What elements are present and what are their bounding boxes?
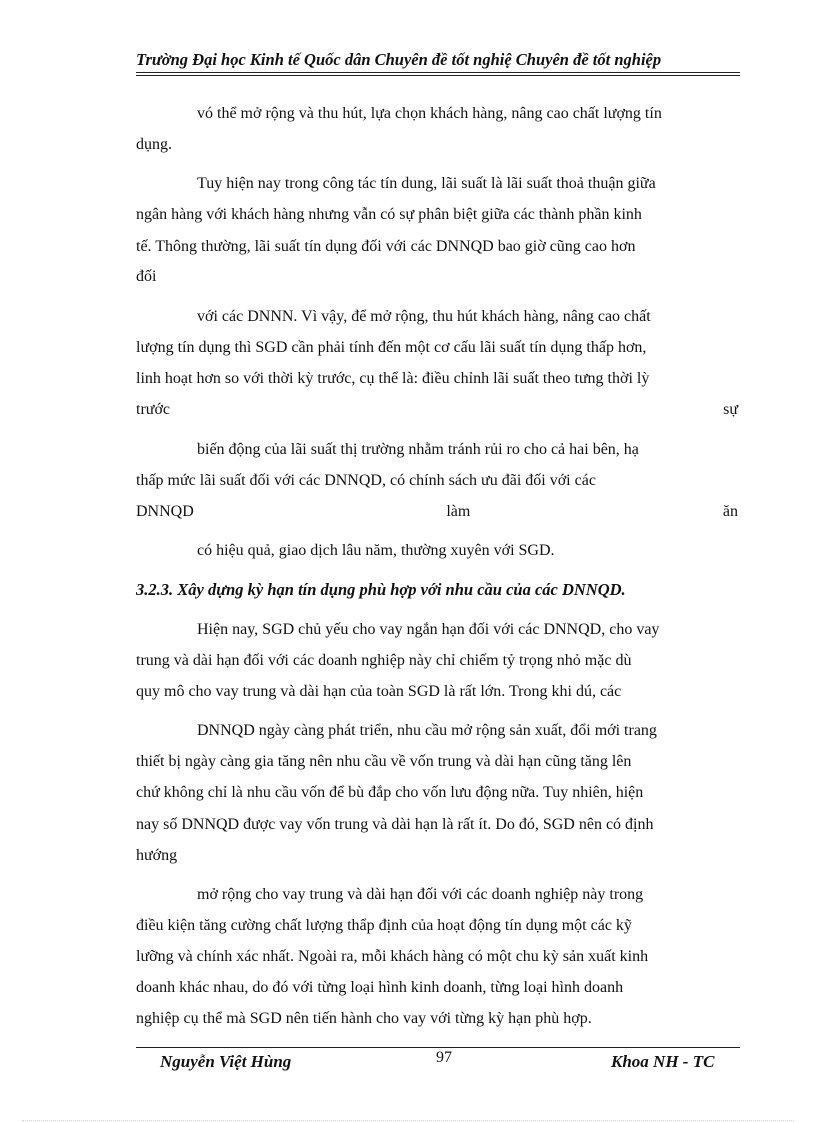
footer-faculty: Khoa NH - TC (611, 1052, 715, 1071)
paragraph-line: mở rộng cho vay trung và dài hạn đối với các doanh nghiệp này trong (197, 886, 644, 903)
paragraph-line: điều kiện tăng cường chất lượng thẩp định của hoạt động tín dụng một các kỹ (136, 917, 632, 934)
paragraph-line: vó thể mở rộng và thu hút, lựa chọn khách hàng, nâng cao chất lượng tín (197, 105, 662, 122)
header-rule-double (136, 75, 740, 76)
paragraph-line: nay số DNNQD được vay vốn trung và dài hạn là rất ít. Do đó, SGD nên có định (136, 816, 654, 833)
paragraph-line: quy mô cho vay trung và dài hạn của toàn SGD là rất lớn. Trong khi dú, các (136, 683, 622, 700)
paragraph-line: ngân hàng với khách hàng nhưng vẫn có sự phân biệt giữa các thành phần kinh (136, 206, 642, 223)
paragraph-line: với các DNNN. Vì vậy, để mở rộng, thu hút khách hàng, nâng cao chất (197, 308, 651, 325)
paragraph-line: hướng (136, 847, 178, 864)
page-edge-divider (22, 1120, 794, 1121)
paragraph-line: dụng. (136, 136, 172, 153)
paragraph-line: Tuy hiện nay trong công tác tín dung, lãi suất là lãi suất thoả thuận giữa (197, 175, 656, 192)
paragraph-line: linh hoạt hơn so với thời kỳ trước, cụ thể là: điều chỉnh lãi suất theo tưng thời lỳ (136, 370, 650, 387)
paragraph-line: đối (136, 268, 157, 285)
paragraph-line: trung và dài hạn đối với các doanh nghiệp này chỉ chiếm tỷ trọng nhỏ mặc dù (136, 652, 632, 669)
paragraph-line: DNNQD ngày càng phát triển, nhu cầu mở rộng sản xuất, đổi mới trang (197, 722, 657, 739)
paragraph-line: tế. Thông thường, lãi suất tín dụng đối với các DNNQD bao giờ cũng cao hơn (136, 238, 636, 255)
paragraph-line: lượng tín dụng thì SGD cần phải tính đến một cơ cấu lãi suất tín dụng thấp hơn, (136, 339, 647, 356)
footer-author: Nguyễn Việt Hùng (160, 1052, 292, 1071)
paragraph-line: trước sự (136, 401, 738, 418)
header-rule (136, 72, 740, 73)
paragraph-line: thấp mức lãi suất đối với các DNNQD, có chính sách ưu đãi đối với các (136, 472, 596, 489)
paragraph-line: thiết bị ngày càng gia tăng nên nhu cầu về vốn trung và dài hạn cũng tăng lên (136, 753, 632, 770)
paragraph-line: DNNQD làm ăn (136, 503, 738, 520)
paragraph-line: lưỡng và chính xác nhất. Ngoài ra, mỗi khách hàng có một chu kỳ sản xuất kinh (136, 948, 649, 965)
page-header: Trường Đại học Kinh tế Quốc dân Chuyên đề tốt nghiệ Chuyên đề tốt nghiệp (136, 50, 662, 69)
footer-rule (136, 1047, 740, 1048)
paragraph-line: doanh khác nhau, do đó với từng loại hình kinh doanh, từng loại hình doanh (136, 979, 624, 996)
section-heading: 3.2.3. Xây dựng kỳ hạn tín dụng phù hợp với nhu cầu của các DNNQD. (136, 580, 626, 599)
paragraph-line: Hiện nay, SGD chủ yếu cho vay ngắn hạn đối với các DNNQD, cho vay (197, 621, 660, 638)
page-number: 97 (436, 1049, 452, 1066)
paragraph-line: có hiệu quả, giao dịch lâu năm, thường xuyên với SGD. (197, 542, 555, 559)
paragraph-line: biến động của lãi suất thị trường nhằm tránh rủi ro cho cả hai bên, hạ (197, 441, 639, 458)
paragraph-line: nghiệp cụ thể mà SGD nên tiến hành cho vay với từng kỳ hạn phù hợp. (136, 1010, 592, 1027)
paragraph-line: chứ không chỉ là nhu cầu vốn để bù đắp cho vốn lưu động nữa. Tuy nhiên, hiện (136, 784, 644, 801)
